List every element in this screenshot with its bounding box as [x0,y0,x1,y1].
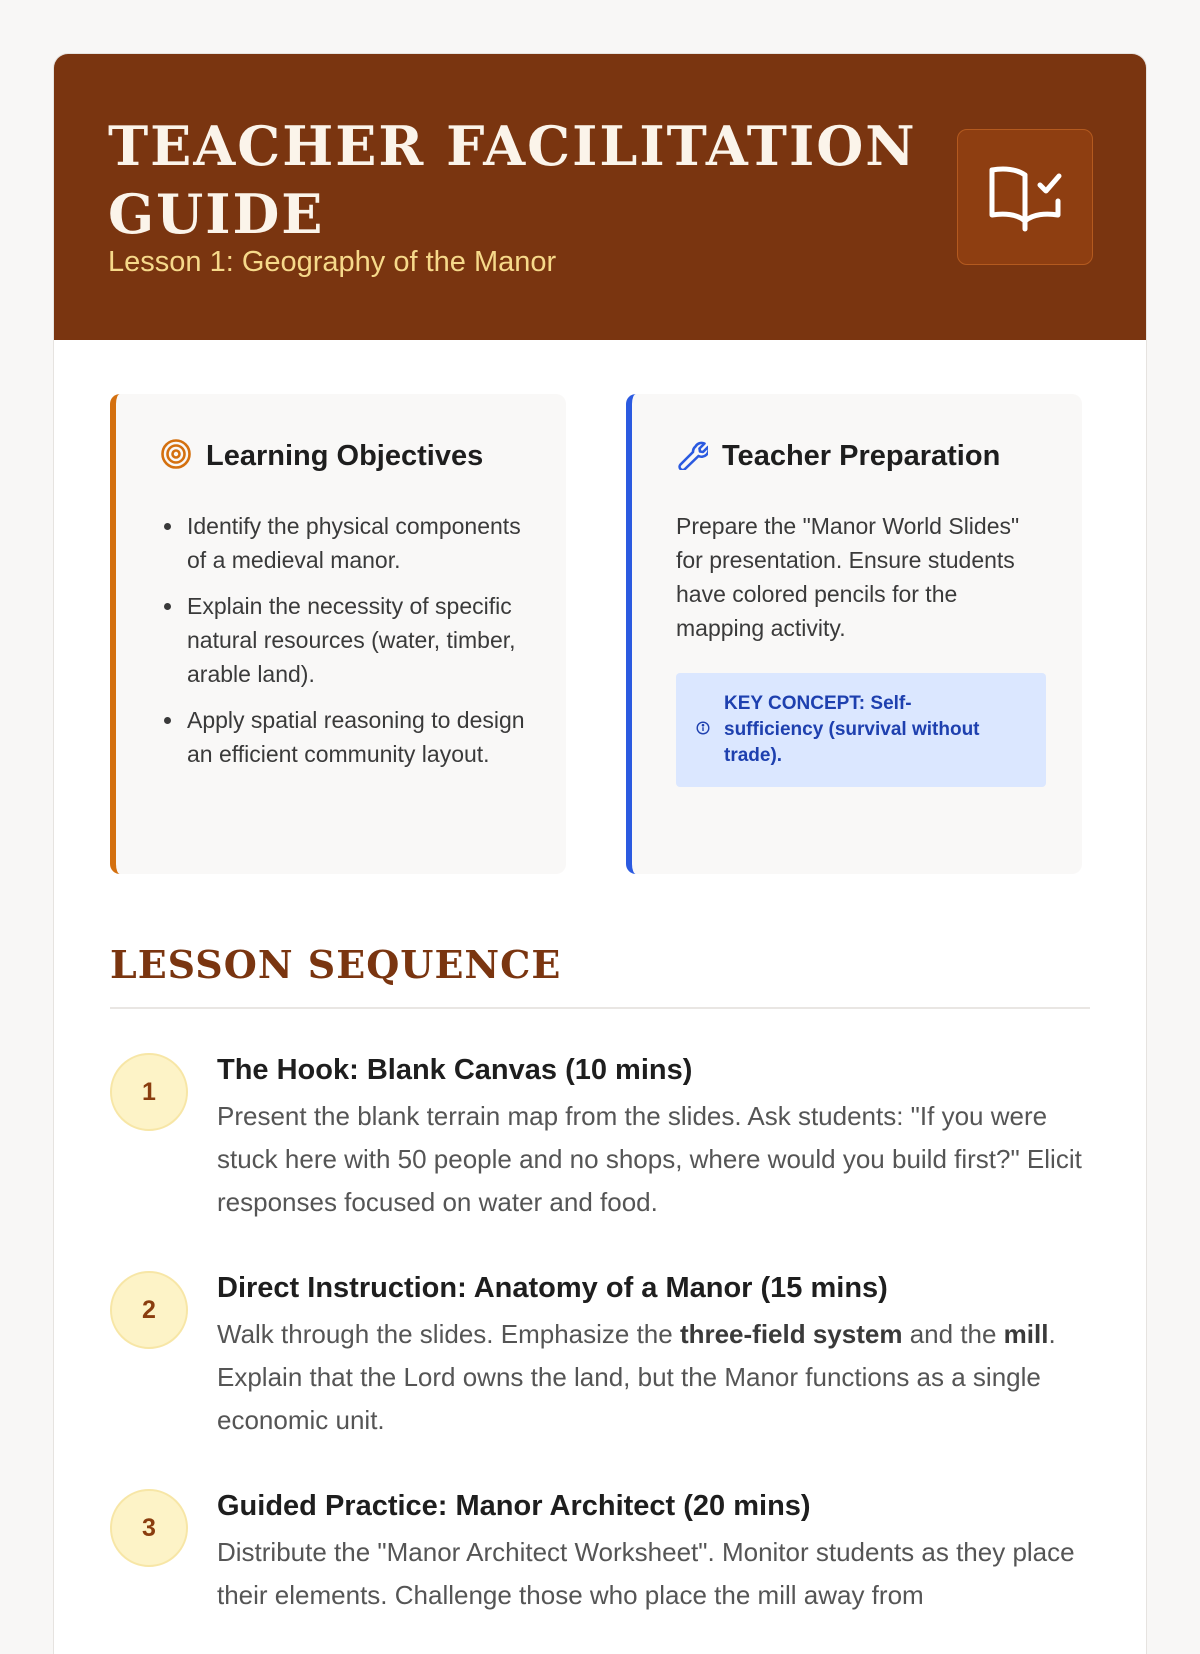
lesson-steps [110,1051,1090,1654]
lesson-subtitle: Lesson 1: Geography of the Manor [108,246,557,278]
preparation-title: Teacher Preparation [722,440,1001,472]
step-emphasis: mill [1003,1319,1049,1349]
step-title: Guided Practice: Manor Architect (20 mins) [217,1490,811,1522]
objective-item: • Explain the necessity of specific natural resources (water, timber, arable land). [185,589,530,691]
wrench-icon [676,438,708,475]
step-number-badge: 1 [110,1053,188,1131]
step-description [217,1313,1090,1442]
lesson-step [110,1051,1090,1224]
target-icon [160,438,192,475]
section-divider [110,1007,1090,1009]
step-title: Direct Instruction: Anatomy of a Manor (15 mins) [217,1272,888,1304]
lesson-step [110,1487,1090,1617]
step-description: Present the blank terrain map from the slides. Ask students: "If you were stuck here with 50 people and no shops, where would you build first?" Elicit responses focused on water and food. [217,1101,1082,1217]
teacher-preparation-panel [626,394,1082,874]
step-title: The Hook: Blank Canvas (10 mins) [217,1054,693,1086]
objectives-title: Learning Objectives [206,440,484,472]
step-text-part: Walk through the slides. Emphasize the [217,1319,680,1349]
objectives-heading [160,438,530,475]
objectives-list [160,509,530,771]
page-title: TEACHER FACILITATION GUIDE [108,114,917,246]
step-text-part: and the [902,1319,1004,1349]
guide-card [54,54,1146,1654]
step-emphasis: three-field system [679,1319,903,1349]
step-description: Distribute the "Manor Architect Worksheet". Monitor students as they place their elements. Challenge those who place the mill away from [217,1537,1075,1610]
step-number-badge: 3 [110,1489,188,1567]
preparation-text: Prepare the "Manor World Slides" for presentation. Ensure students have colored pencils for the mapping activity. [676,513,1020,641]
objective-item: • Identify the physical components of a medieval manor. [185,509,530,577]
key-concept-callout [676,673,1046,787]
guide-header [54,54,1146,340]
preparation-heading [676,438,1046,475]
info-icon [696,721,710,740]
learning-objectives-panel [110,394,566,874]
lesson-sequence-title: LESSON SEQUENCE [110,942,562,987]
book-check-icon [957,129,1093,265]
key-concept-text: KEY CONCEPT: Self-sufficiency (survival without trade). [724,693,980,766]
objective-item: • Apply spatial reasoning to design an efficient community layout. [185,703,530,771]
step-number-badge: 2 [110,1271,188,1349]
step-text-part: . Explain that the Lord owns the land, but the Manor functions as a single economic unit. [217,1319,1056,1435]
lesson-step [110,1269,1090,1442]
